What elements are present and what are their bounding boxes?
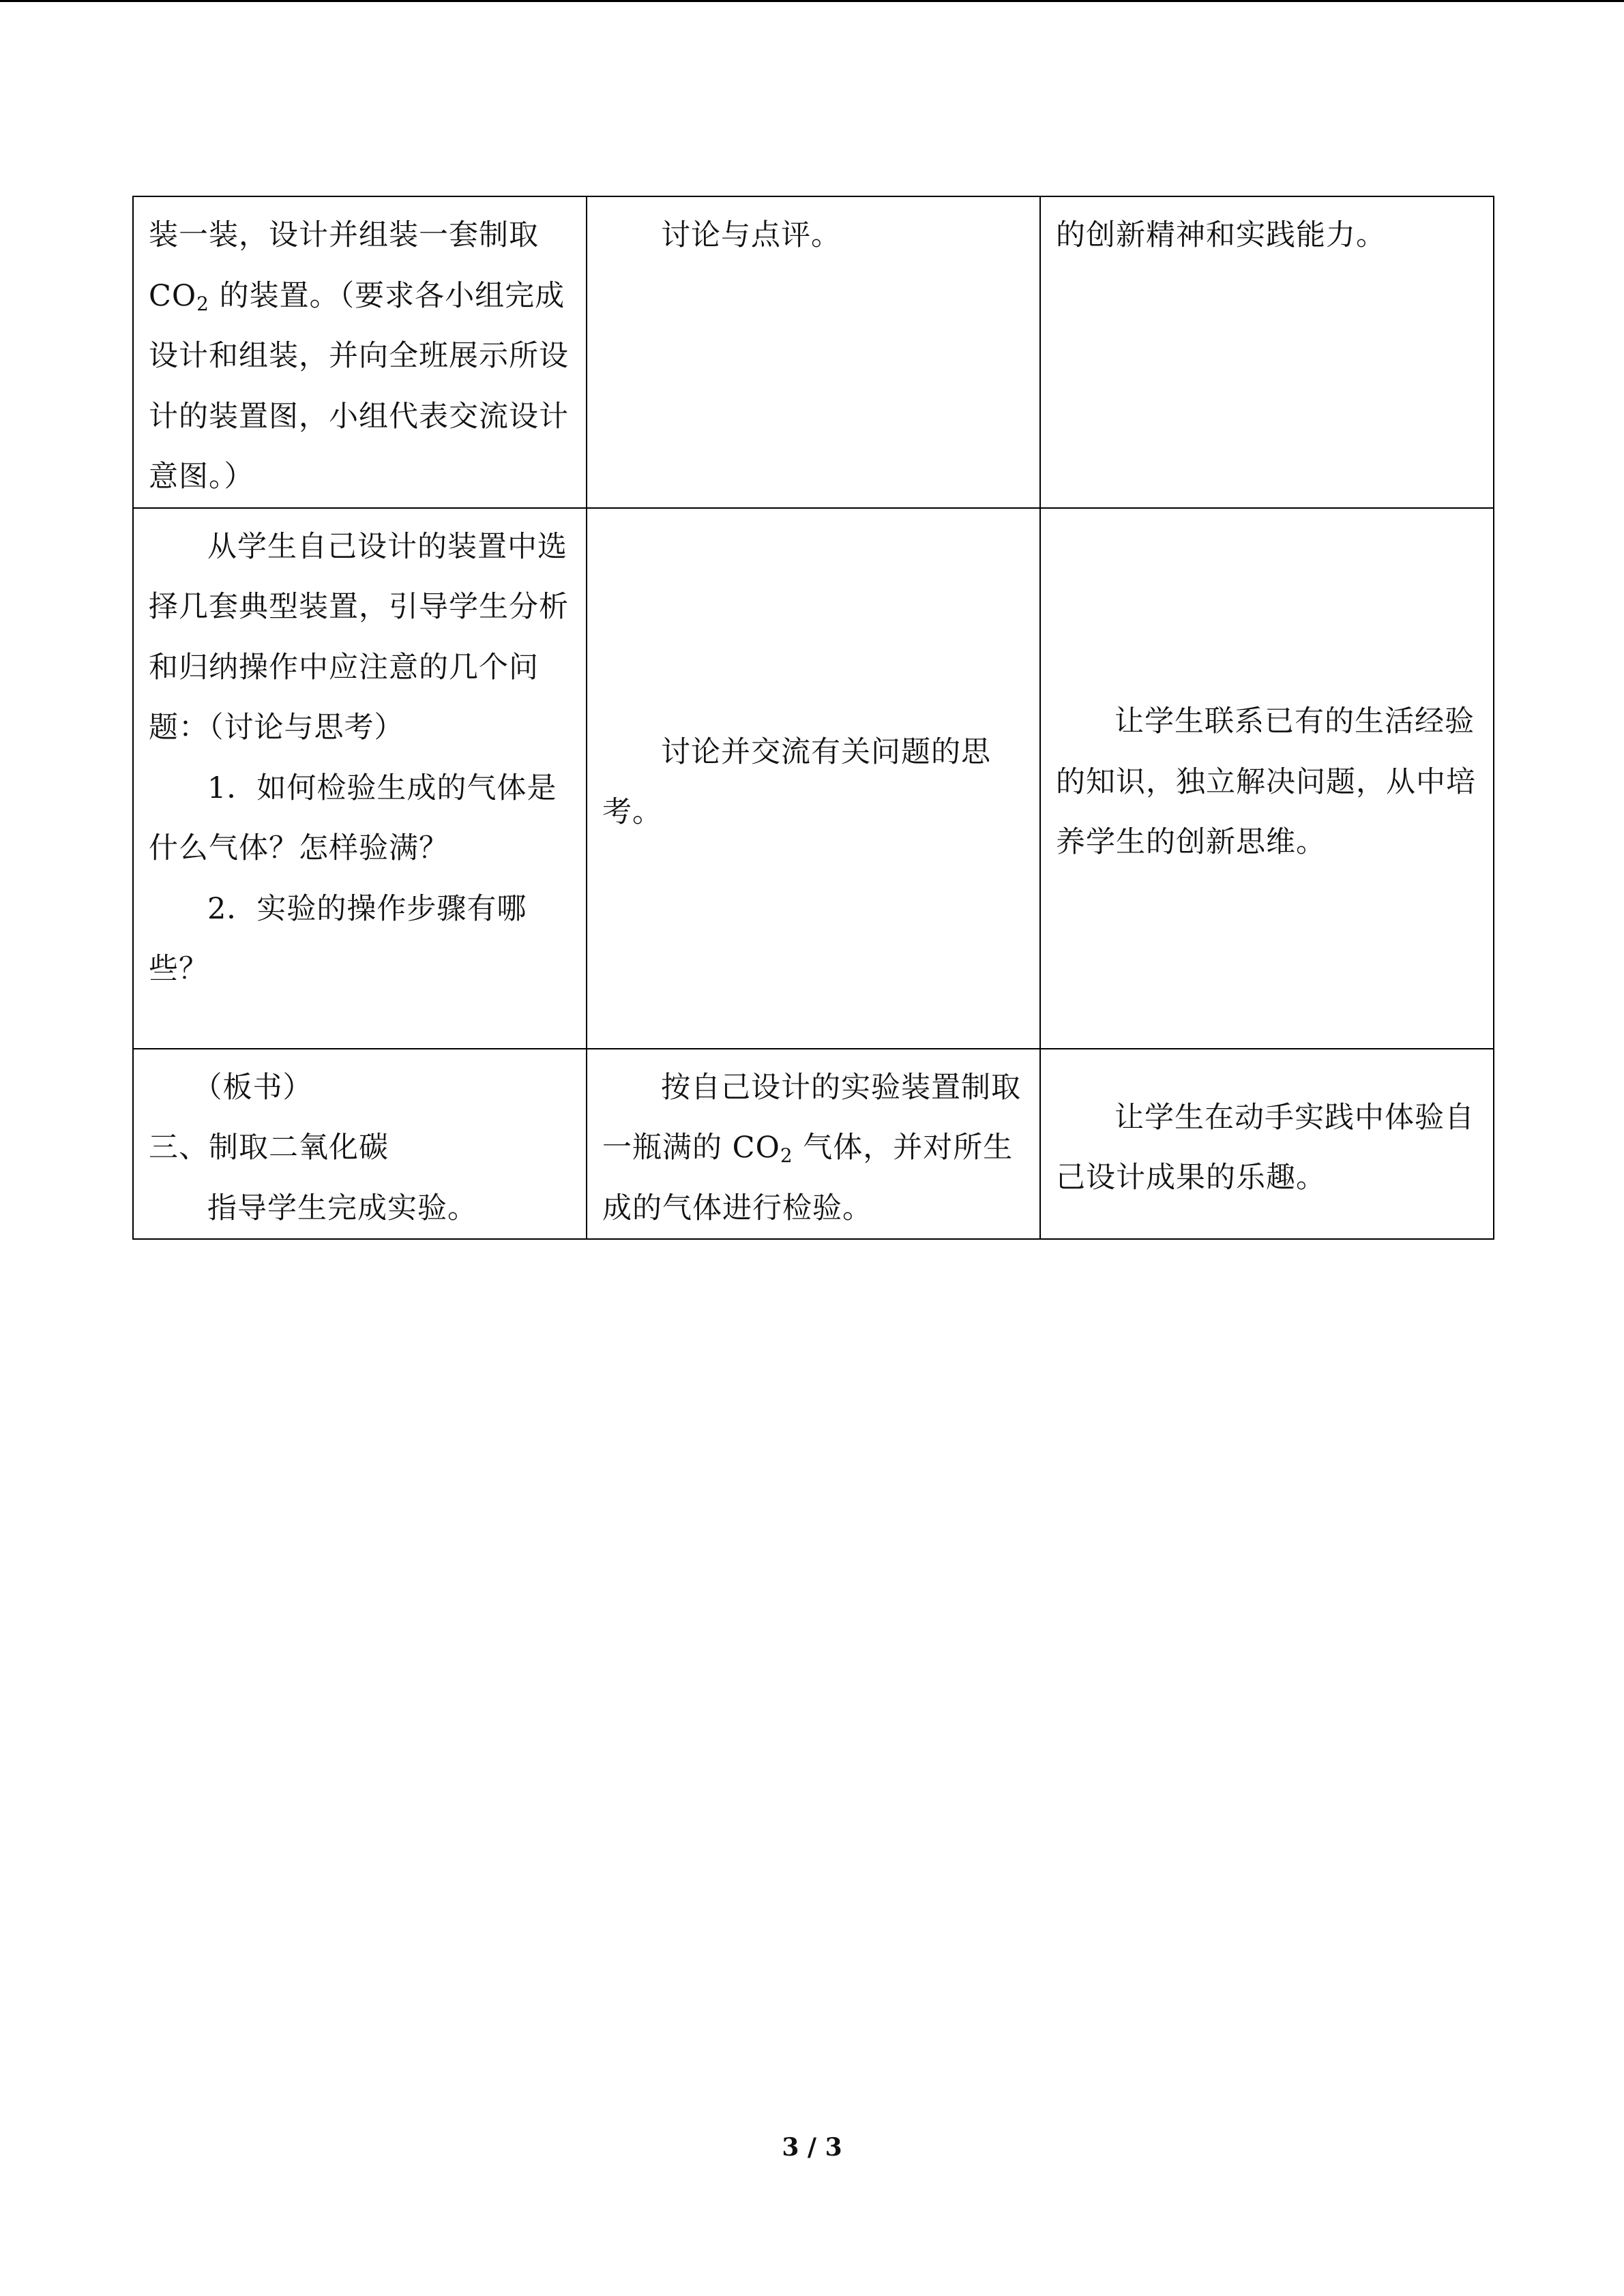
student-text: 按自己设计的实验装置制取一瓶满的 $CO_2$ 气体，并对所生成的气体进行检验。	[602, 1070, 1021, 1225]
student-activity-cell	[587, 508, 1040, 1049]
teacher-guidance: 指导学生完成实验。	[207, 1191, 477, 1225]
question-1: 1．如何检验生成的气体是什么气体？怎样验满？	[149, 771, 557, 865]
design-intent-cell	[1040, 1049, 1494, 1240]
lesson-table	[132, 196, 1494, 1240]
teacher-activity-cell	[133, 508, 587, 1049]
intent-text: 让学生联系已有的生活经验的知识，独立解决问题，从中培养学生的创新思维。	[1056, 704, 1476, 860]
student-text: 讨论并交流有关问题的思考。	[602, 734, 991, 829]
teacher-activity-cell	[133, 1049, 587, 1240]
teacher-text: 装一装，设计并组装一套制取 $CO_2$ 的装置。（要求各小组完成设计和组装，并向全班展示所设计的装置图，小组代表交流设计意图。）	[149, 218, 569, 494]
section-heading: 三、制取二氧化碳	[149, 1131, 389, 1165]
design-intent-cell	[1040, 508, 1494, 1049]
student-activity-cell	[587, 196, 1040, 508]
table-row	[133, 508, 1494, 1049]
question-2: 2．实验的操作步骤有哪些？	[149, 891, 527, 986]
teacher-paragraph: 从学生自己设计的装置中选择几套典型装置，引导学生分析和归纳操作中应注意的几个问题：（讨论与思考）	[149, 529, 569, 745]
blackboard-note: （板书）	[192, 1070, 313, 1105]
design-intent-cell	[1040, 196, 1494, 508]
intent-text: 的创新精神和实践能力。	[1056, 218, 1386, 252]
student-text: 讨论与点评。	[661, 218, 841, 252]
table-row	[133, 1049, 1494, 1240]
table-row	[133, 196, 1494, 508]
teacher-activity-cell	[133, 196, 587, 508]
intent-text: 让学生在动手实践中体验自己设计成果的乐趣。	[1056, 1100, 1475, 1195]
top-border	[0, 0, 1624, 2]
page-number: 3 / 3	[782, 2133, 842, 2162]
student-activity-cell	[587, 1049, 1040, 1240]
